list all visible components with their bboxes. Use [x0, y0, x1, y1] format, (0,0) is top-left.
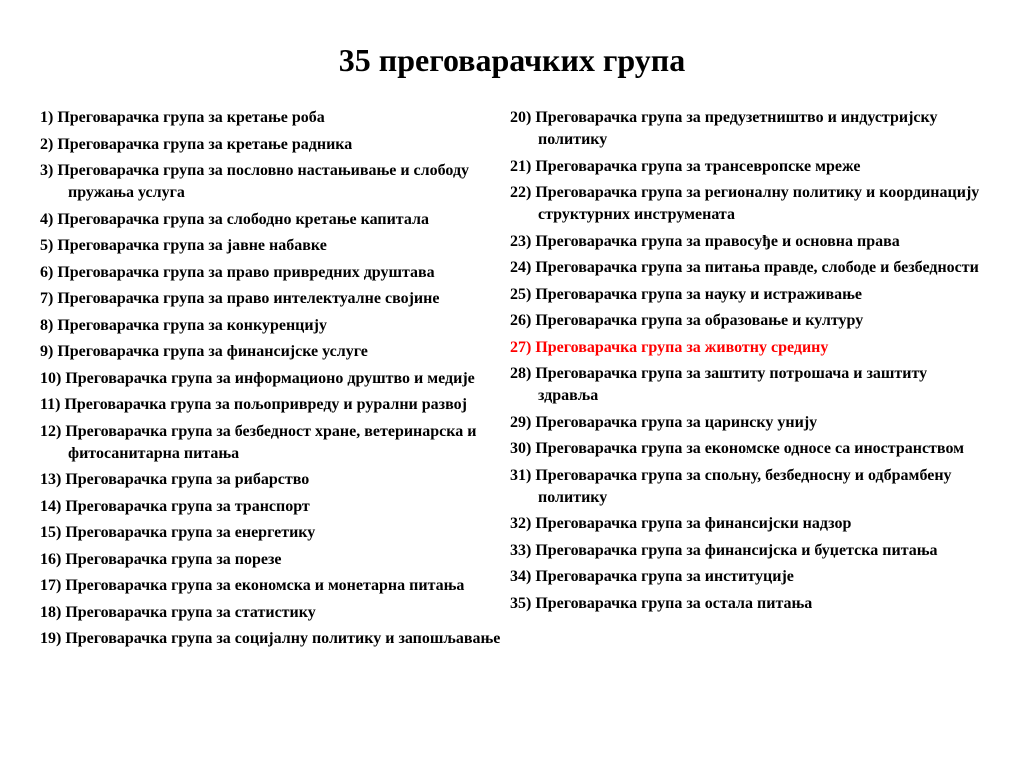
list-item: 20) Преговарачка група за предузетништво и индустријску политику — [510, 109, 938, 148]
list-item: 22) Преговарачка група за регионалну политику и координацију структурних инструмената — [510, 184, 980, 223]
list-item: 6) Преговарачка група за право привредних друштава — [40, 263, 435, 281]
list-item: 2) Преговарачка група за кретање радника — [40, 135, 353, 153]
list-item: 18) Преговарачка група за статистику — [40, 603, 316, 621]
list-item: 3) Преговарачка група за пословно настањивање и слободу пружања услуга — [40, 162, 470, 201]
list-item: 24) Преговарачка група за питања правде, слободе и безбедности — [510, 259, 979, 276]
list-item: 23) Преговарачка група за правосуђе и основна права — [510, 232, 900, 250]
list-item: 9) Преговарачка група за финансијске услуге — [40, 343, 368, 360]
list-item: 29) Преговарачка група за царинску унију — [510, 413, 818, 431]
list-item: 16) Преговарачка група за порезе — [40, 550, 282, 568]
list-item: 28) Преговарачка група за заштиту потрошача и заштиту здравља — [510, 365, 928, 404]
list-item: 7) Преговарачка група за право интелектуалне својине — [40, 290, 440, 307]
list-item: 15) Преговарачка група за енергетику — [40, 524, 316, 541]
page-title: 35 преговарачких група — [338, 42, 686, 78]
list-item: 12) Преговарачка група за безбедност хране, ветеринарска и фитосанитарна питања — [40, 422, 477, 462]
list-item: 32) Преговарачка група за финансијски надзор — [510, 515, 852, 532]
list-item: 14) Преговарачка група за транспорт — [40, 497, 310, 515]
list-item: 35) Преговарачка група за остала питања — [510, 594, 813, 612]
list-item: 5) Преговарачка група за јавне набавке — [40, 237, 327, 254]
list-item: 17) Преговарачка група за економска и монетарна питања — [40, 577, 465, 594]
list-item: 26) Преговарачка група за образовање и културу — [510, 312, 864, 329]
list-item: 33) Преговарачка група за финансијска и буџетска питања — [510, 541, 938, 559]
list-item: 1) Преговарачка група за кретање роба — [40, 109, 325, 126]
list-item: 25) Преговарачка група за науку и истраживање — [510, 285, 862, 303]
list-item: 4) Преговарачка група за слободно кретање капитала — [40, 210, 429, 228]
right-column-list — [510, 107, 990, 619]
list-item: 11) Преговарачка група за пољопривреду и рурални развој — [40, 396, 467, 413]
list-item: 10) Преговарачка група за информационо друштво и медије — [40, 369, 475, 387]
list-item: 19) Преговарачка група за социјалну политику и запошљавање — [40, 630, 501, 647]
list-item: 27) Преговарачка група за животну средину — [510, 338, 829, 356]
list-item: 21) Преговарачка група за трансевропске мреже — [510, 157, 861, 175]
list-item: 13) Преговарачка група за рибарство — [40, 471, 310, 488]
left-column-list — [40, 107, 502, 655]
list-item: 30) Преговарачка група за економске односе са иностранством — [510, 440, 965, 457]
list-item: 8) Преговарачка група за конкуренцију — [40, 316, 327, 334]
list-item: 34) Преговарачка група за институције — [510, 568, 794, 585]
list-item: 31) Преговарачка група за спољну, безбедносну и одбрамбену политику — [510, 466, 952, 506]
